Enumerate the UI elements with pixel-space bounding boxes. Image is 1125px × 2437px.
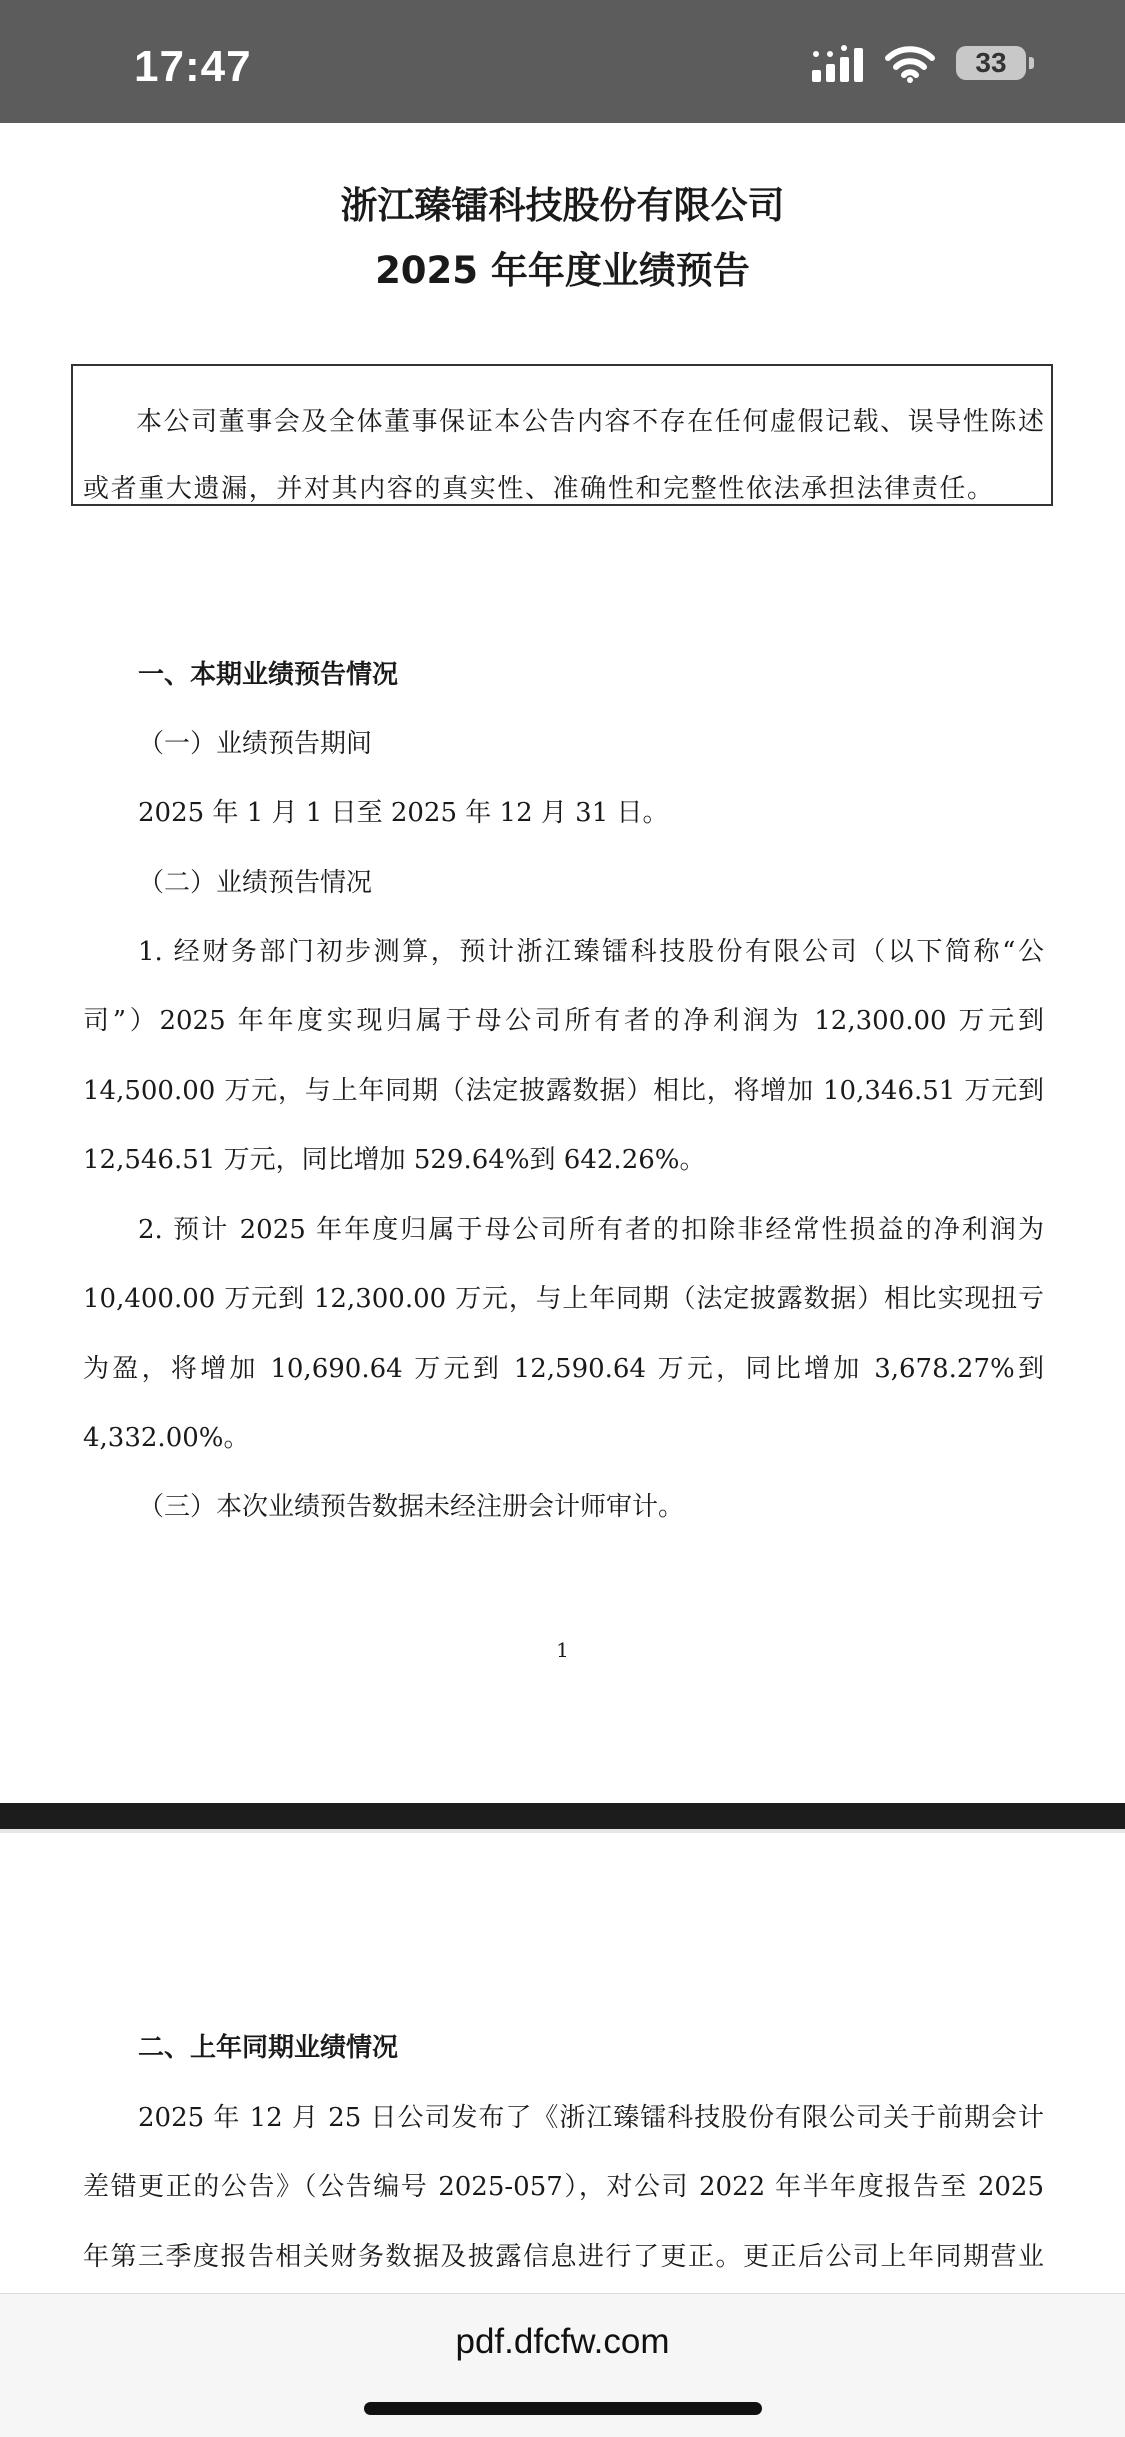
battery-tip bbox=[1029, 57, 1034, 69]
browser-bottom-bar bbox=[0, 2293, 1125, 2437]
page-number: 1 bbox=[556, 1638, 569, 1662]
item-1-line-1: 1. 经财务部门初步测算，预计浙江臻镭科技股份有限公司（以下简称“公 bbox=[138, 937, 1044, 967]
signal-icon bbox=[810, 44, 870, 84]
item-1-line-3: 14,500.00 万元，与上年同期（法定披露数据）相比，将增加 10,346.51 万元到 bbox=[83, 1076, 1044, 1106]
document-title-line-2: 2025 年年度业绩预告 bbox=[375, 249, 750, 292]
item-2-line-2: 10,400.00 万元到 12,300.00 万元，与上年同期（法定披露数据）相比实现扭亏 bbox=[83, 1284, 1044, 1314]
period-subheading: （一）业绩预告期间 bbox=[138, 729, 373, 759]
forecast-subheading: （二）业绩预告情况 bbox=[138, 868, 373, 898]
notice-line-2: 或者重大遗漏，并对其内容的真实性、准确性和完整性依法承担法律责任。 bbox=[83, 474, 993, 504]
period-text: 2025 年 1 月 1 日至 2025 年 12 月 31 日。 bbox=[138, 798, 669, 828]
battery-level: 33 bbox=[975, 47, 1007, 78]
pdf-page-1[interactable] bbox=[0, 123, 1125, 1803]
battery-icon bbox=[956, 44, 1036, 84]
item-2-line-4: 4,332.00%。 bbox=[83, 1423, 250, 1453]
section-1-heading: 一、本期业绩预告情况 bbox=[138, 660, 399, 690]
item-1-line-2: 司”）2025 年年度实现归属于母公司所有者的净利润为 12,300.00 万元到 bbox=[83, 1006, 1044, 1036]
item-2-line-3: 为盈，将增加 10,690.64 万元到 12,590.64 万元，同比增加 3,678.27%到 bbox=[83, 1354, 1044, 1384]
url-label[interactable]: pdf.dfcfw.com bbox=[455, 2322, 670, 2361]
pdf-page-2[interactable] bbox=[0, 1833, 1125, 2293]
section-2-line-1: 2025 年 12 月 25 日公司发布了《浙江臻镭科技股份有限公司关于前期会计 bbox=[138, 2103, 1044, 2133]
status-time: 17:47 bbox=[134, 42, 252, 91]
section-2-heading: 二、上年同期业绩情况 bbox=[138, 2033, 399, 2063]
item-1-line-4: 12,546.51 万元，同比增加 529.64%到 642.26%。 bbox=[83, 1145, 706, 1175]
status-bar bbox=[0, 0, 1125, 123]
section-2-line-3: 年第三季度报告相关财务数据及披露信息进行了更正。更正后公司上年同期营业 bbox=[83, 2242, 1044, 2272]
audit-note: （三）本次业绩预告数据未经注册会计师审计。 bbox=[138, 1492, 685, 1522]
wifi-icon bbox=[884, 44, 936, 84]
item-2-line-1: 2. 预计 2025 年年度归属于母公司所有者的扣除非经常性损益的净利润为 bbox=[138, 1215, 1044, 1245]
home-indicator[interactable] bbox=[364, 2402, 762, 2415]
page-divider bbox=[0, 1803, 1125, 1829]
section-2-line-2: 差错更正的公告》（公告编号 2025-057），对公司 2022 年半年度报告至 2025 bbox=[83, 2172, 1044, 2202]
document-title-line-1: 浙江臻镭科技股份有限公司 bbox=[340, 184, 785, 227]
notice-line-1: 本公司董事会及全体董事保证本公告内容不存在任何虚假记载、误导性陈述 bbox=[136, 407, 1044, 437]
